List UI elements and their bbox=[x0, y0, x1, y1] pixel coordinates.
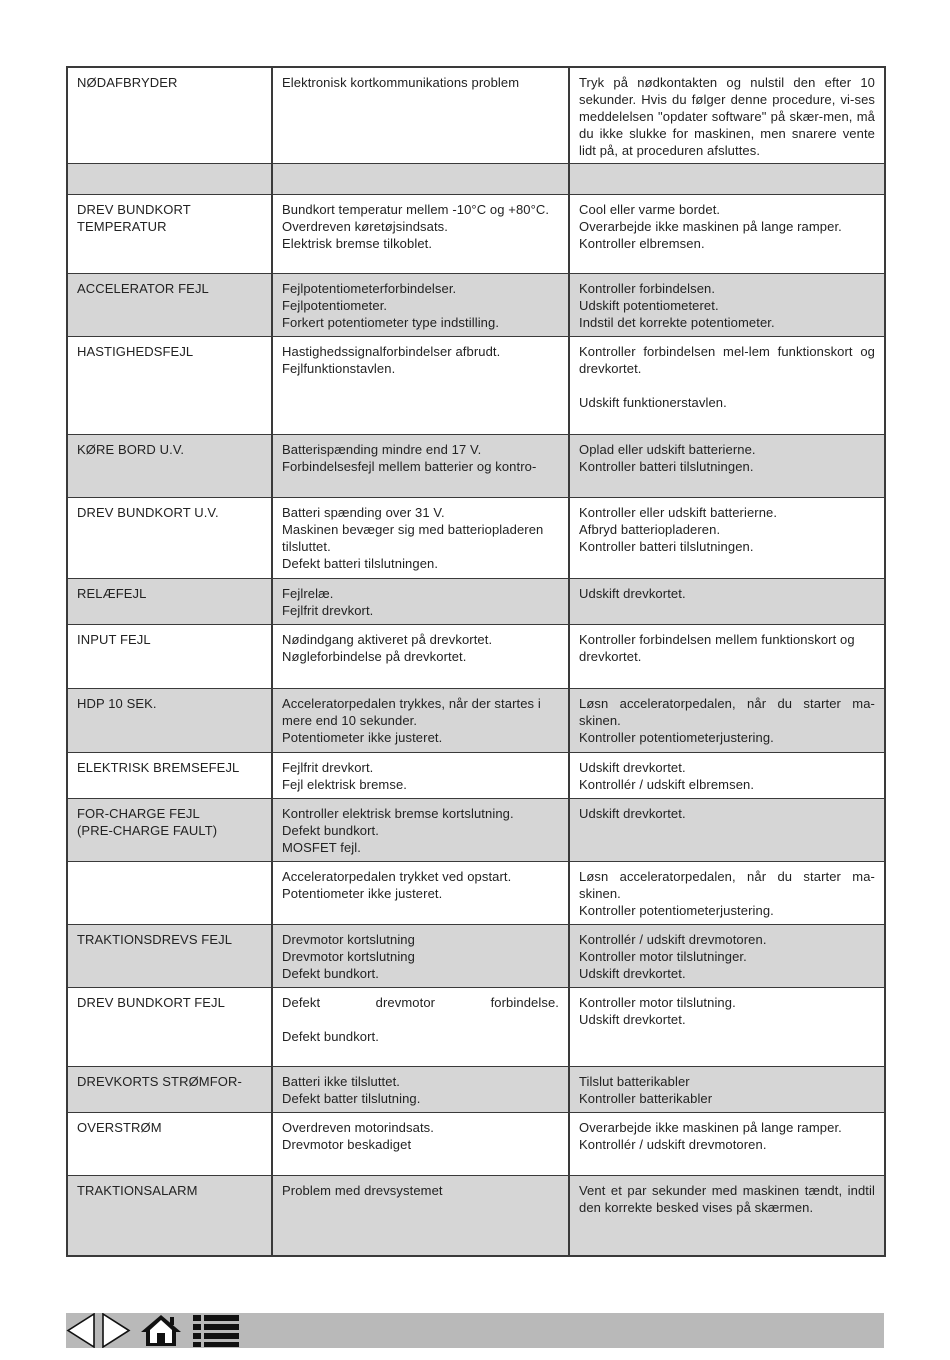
solution-cell bbox=[569, 164, 885, 195]
solution-cell bbox=[569, 1067, 885, 1113]
solution-text: Indstil det korrekte potentiometer. bbox=[579, 315, 775, 330]
cause-text: Batteri spænding over 31 V. bbox=[282, 505, 445, 520]
solution-text: Kontrollér / udskift drevmotoren. bbox=[579, 932, 767, 947]
cause-cell bbox=[272, 925, 569, 988]
code-text: KØRE BORD U.V. bbox=[77, 442, 185, 457]
triangle-right-icon[interactable] bbox=[101, 1313, 131, 1348]
error-table bbox=[66, 66, 886, 1257]
cause-text: Overdreven motorindsats. bbox=[282, 1120, 434, 1135]
cause-text: Acceleratorpedalen trykket ved opstart. bbox=[282, 869, 512, 884]
cause-cell bbox=[272, 625, 569, 689]
fault-code-cell bbox=[67, 625, 272, 689]
cause-text: Drevmotor kortslutning bbox=[282, 949, 415, 964]
cause-text: Batteri ikke tilsluttet. bbox=[282, 1074, 400, 1089]
cause-text: Drevmotor beskadiget bbox=[282, 1137, 412, 1152]
fault-code-cell bbox=[67, 579, 272, 625]
solution-text: Udskift drevkortet. bbox=[579, 966, 686, 981]
home-icon[interactable] bbox=[139, 1313, 183, 1348]
solution-text: Tilslut batterikabler bbox=[579, 1074, 690, 1089]
code-text: TRAKTIONSDREVS FEJL bbox=[77, 932, 233, 947]
solution-cell bbox=[569, 925, 885, 988]
solution-text: Udskift drevkortet. bbox=[579, 760, 686, 775]
fault-code-cell bbox=[67, 689, 272, 753]
cause-cell bbox=[272, 988, 569, 1067]
solution-cell bbox=[569, 435, 885, 498]
cause-cell bbox=[272, 689, 569, 753]
cause-text: Defekt bundkort. bbox=[282, 823, 379, 838]
cause-cell bbox=[272, 753, 569, 799]
fault-code-cell bbox=[67, 862, 272, 925]
code-text: TRAKTIONSALARM bbox=[77, 1183, 198, 1198]
solution-text: Løsn acceleratorpedalen, når du starter ma-skinen. bbox=[579, 869, 875, 901]
solution-text: Udskift funktionerstavlen. bbox=[579, 395, 727, 410]
cause-text: Bundkort temperatur mellem -10°C og +80°C. bbox=[282, 202, 550, 217]
solution-cell bbox=[569, 799, 885, 862]
table-row bbox=[67, 625, 885, 689]
solution-text: Overarbejde ikke maskinen på lange ramper. bbox=[579, 1120, 842, 1135]
solution-text: Tryk på nødkontakten og nulstil den efter 10 sekunder. Hvis du følger denne procedure, vi-ses meddelelsen "opdater software" på skær-men, må du ikke slukke for maskinen, men snarere vente lidt på, at proceduren afsluttes. bbox=[579, 75, 875, 158]
cause-text: Defekt bundkort. bbox=[282, 966, 379, 981]
solution-cell bbox=[569, 625, 885, 689]
cause-text: Forkert potentiometer type indstilling. bbox=[282, 315, 500, 330]
code-text: NØDAFBRYDER bbox=[77, 75, 178, 90]
cause-text: Kontroller elektrisk bremse kortslutning. bbox=[282, 806, 514, 821]
table-row bbox=[67, 689, 885, 753]
solution-text: Kontroller eller udskift batterierne. bbox=[579, 505, 778, 520]
fault-code-cell bbox=[67, 1176, 272, 1256]
cause-text: Fejlpotentiometerforbindelser. bbox=[282, 281, 457, 296]
cause-cell bbox=[272, 579, 569, 625]
fault-code-cell bbox=[67, 753, 272, 799]
code-text: TEMPERATUR bbox=[77, 219, 167, 234]
table-row bbox=[67, 1067, 885, 1113]
cause-cell bbox=[272, 164, 569, 195]
solution-cell bbox=[569, 1113, 885, 1176]
table-row bbox=[67, 988, 885, 1067]
code-text: HDP 10 SEK. bbox=[77, 696, 157, 711]
table-row bbox=[67, 579, 885, 625]
solution-text: Kontroller batteri tilslutningen. bbox=[579, 539, 754, 554]
solution-cell bbox=[569, 274, 885, 337]
solution-cell bbox=[569, 337, 885, 435]
fault-code-cell bbox=[67, 799, 272, 862]
cause-cell bbox=[272, 337, 569, 435]
cause-text: Acceleratorpedalen trykkes, når der startes i mere end 10 sekunder. bbox=[282, 696, 541, 728]
cause-text: Fejlpotentiometer. bbox=[282, 298, 388, 313]
solution-text: Kontroller motor tilslutning. bbox=[579, 995, 736, 1010]
cause-cell bbox=[272, 67, 569, 164]
cause-text: Problem med drevsystemet bbox=[282, 1183, 443, 1198]
table-row bbox=[67, 337, 885, 435]
table-row bbox=[67, 164, 885, 195]
solution-text: Kontrollér / udskift drevmotoren. bbox=[579, 1137, 767, 1152]
cause-text: Nøgleforbindelse på drevkortet. bbox=[282, 649, 467, 664]
solution-text: Vent et par sekunder med maskinen tændt, indtil den korrekte besked vises på skærmen. bbox=[579, 1183, 875, 1215]
fault-code-cell bbox=[67, 925, 272, 988]
solution-cell bbox=[569, 862, 885, 925]
code-text: ELEKTRISK BREMSEFEJL bbox=[77, 760, 240, 775]
table-row bbox=[67, 435, 885, 498]
table-row bbox=[67, 274, 885, 337]
cause-text: Potentiometer ikke justeret. bbox=[282, 886, 443, 901]
solution-text: Kontroller batteri tilslutningen. bbox=[579, 459, 754, 474]
cause-text: Elektrisk bremse tilkoblet. bbox=[282, 236, 433, 251]
code-text: RELÆFEJL bbox=[77, 586, 147, 601]
fault-code-cell bbox=[67, 164, 272, 195]
code-text: HASTIGHEDSFEJL bbox=[77, 344, 194, 359]
solution-text: Kontrollér / udskift elbremsen. bbox=[579, 777, 755, 792]
solution-cell bbox=[569, 1176, 885, 1256]
cause-text: Defekt batter tilslutning. bbox=[282, 1091, 421, 1106]
solution-text: Kontroller forbindelsen. bbox=[579, 281, 716, 296]
cause-text: Fejlrelæ. bbox=[282, 586, 334, 601]
table-row bbox=[67, 195, 885, 274]
code-text: DREV BUNDKORT FEJL bbox=[77, 995, 225, 1010]
cause-text: Forbindelsesfejl mellem batterier og kontro- bbox=[282, 459, 537, 474]
table-row bbox=[67, 498, 885, 579]
fault-code-cell bbox=[67, 988, 272, 1067]
fault-code-cell bbox=[67, 435, 272, 498]
fault-code-cell bbox=[67, 1067, 272, 1113]
table-row bbox=[67, 1176, 885, 1256]
cause-text: Maskinen bevæger sig med batteriopladeren tilsluttet. bbox=[282, 522, 544, 554]
solution-text: Kontroller batterikabler bbox=[579, 1091, 713, 1106]
solution-text: Kontroller potentiometerjustering. bbox=[579, 730, 774, 745]
code-text: DREV BUNDKORT U.V. bbox=[77, 505, 219, 520]
fault-code-cell bbox=[67, 67, 272, 164]
table-row bbox=[67, 67, 885, 164]
solution-text: Kontroller motor tilslutninger. bbox=[579, 949, 747, 964]
fault-code-cell bbox=[67, 1113, 272, 1176]
cause-cell bbox=[272, 435, 569, 498]
code-text: DREV BUNDKORT bbox=[77, 202, 191, 217]
solution-text: Løsn acceleratorpedalen, når du starter ma-skinen. bbox=[579, 696, 875, 728]
cause-cell bbox=[272, 799, 569, 862]
list-icon[interactable] bbox=[192, 1313, 240, 1348]
solution-cell bbox=[569, 753, 885, 799]
solution-text: Cool eller varme bordet. bbox=[579, 202, 721, 217]
cause-text: MOSFET fejl. bbox=[282, 840, 361, 855]
code-text: ACCELERATOR FEJL bbox=[77, 281, 209, 296]
solution-cell bbox=[569, 689, 885, 753]
table-row bbox=[67, 753, 885, 799]
cause-cell bbox=[272, 195, 569, 274]
cause-cell bbox=[272, 1176, 569, 1256]
solution-text: Overarbejde ikke maskinen på lange ramper. bbox=[579, 219, 842, 234]
cause-cell bbox=[272, 1067, 569, 1113]
solution-text: Kontroller potentiometerjustering. bbox=[579, 903, 774, 918]
footer-bar bbox=[66, 1313, 884, 1348]
fault-code-cell bbox=[67, 274, 272, 337]
cause-text: Drevmotor kortslutning bbox=[282, 932, 415, 947]
solution-text: Oplad eller udskift batterierne. bbox=[579, 442, 756, 457]
cause-text: Hastighedssignalforbindelser afbrudt. bbox=[282, 344, 501, 359]
solution-text: Kontroller forbindelsen mel-lem funktionskort og drevkortet. bbox=[579, 344, 875, 376]
cause-text: Batterispænding mindre end 17 V. bbox=[282, 442, 482, 457]
cause-text: Fejlfunktionstavlen. bbox=[282, 361, 396, 376]
cause-text: Potentiometer ikke justeret. bbox=[282, 730, 443, 745]
cause-text: Fejl elektrisk bremse. bbox=[282, 777, 408, 792]
cause-text: Defekt drevmotor forbindelse. bbox=[282, 995, 559, 1010]
fault-code-cell bbox=[67, 195, 272, 274]
cause-text: Nødindgang aktiveret på drevkortet. bbox=[282, 632, 493, 647]
code-text: FOR-CHARGE FEJL bbox=[77, 806, 200, 821]
table-row bbox=[67, 1113, 885, 1176]
table-row bbox=[67, 862, 885, 925]
code-text: DREVKORTS STRØMFOR- bbox=[77, 1074, 242, 1089]
cause-cell bbox=[272, 498, 569, 579]
solution-text: Kontroller forbindelsen mellem funktionskort og drevkortet. bbox=[579, 632, 855, 664]
solution-text: Udskift potentiometeret. bbox=[579, 298, 719, 313]
table-row bbox=[67, 925, 885, 988]
code-text: INPUT FEJL bbox=[77, 632, 151, 647]
cause-text: Overdreven køretøjsindsats. bbox=[282, 219, 448, 234]
cause-text: Fejlfrit drevkort. bbox=[282, 760, 374, 775]
fault-code-cell bbox=[67, 498, 272, 579]
solution-text: Kontroller elbremsen. bbox=[579, 236, 705, 251]
solution-cell bbox=[569, 579, 885, 625]
cause-text: Defekt batteri tilslutningen. bbox=[282, 556, 439, 571]
solution-text: Udskift drevkortet. bbox=[579, 1012, 686, 1027]
cause-text: Elektronisk kortkommunikations problem bbox=[282, 75, 520, 90]
solution-cell bbox=[569, 988, 885, 1067]
solution-text: Udskift drevkortet. bbox=[579, 586, 686, 601]
triangle-left-icon[interactable] bbox=[66, 1313, 96, 1348]
solution-text: Udskift drevkortet. bbox=[579, 806, 686, 821]
solution-cell bbox=[569, 498, 885, 579]
code-text: (PRE-CHARGE FAULT) bbox=[77, 823, 218, 838]
cause-cell bbox=[272, 1113, 569, 1176]
cause-cell bbox=[272, 274, 569, 337]
fault-code-cell bbox=[67, 337, 272, 435]
solution-text: Afbryd batteriopladeren. bbox=[579, 522, 721, 537]
cause-text: Fejlfrit drevkort. bbox=[282, 603, 374, 618]
cause-cell bbox=[272, 862, 569, 925]
code-text: OVERSTRØM bbox=[77, 1120, 162, 1135]
table-row bbox=[67, 799, 885, 862]
cause-text: Defekt bundkort. bbox=[282, 1029, 379, 1044]
solution-cell bbox=[569, 195, 885, 274]
solution-cell bbox=[569, 67, 885, 164]
